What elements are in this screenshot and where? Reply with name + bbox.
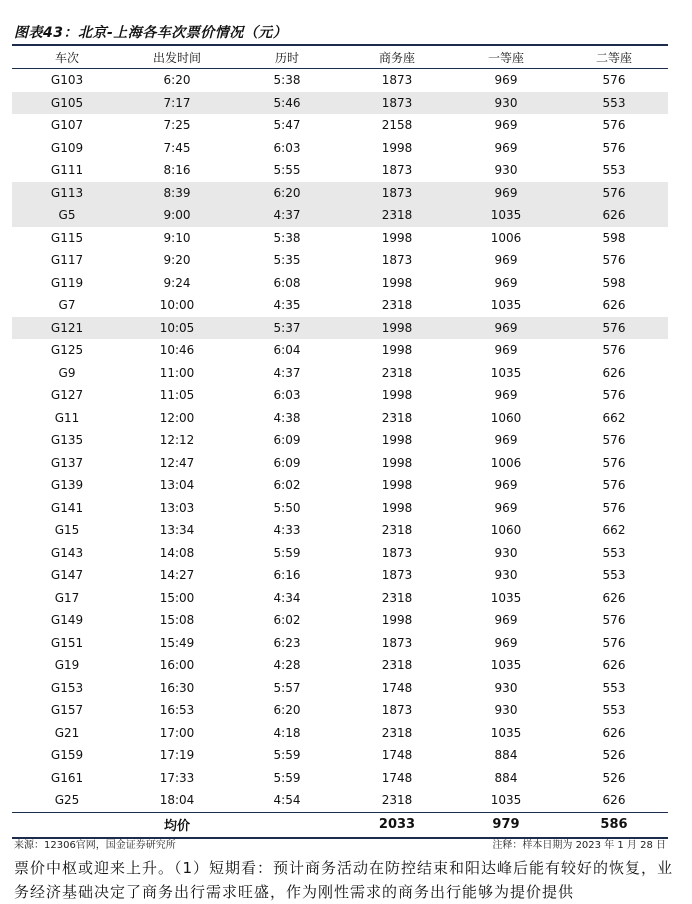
cell-duration: 4:34 xyxy=(273,590,301,605)
cell-business: 1873 xyxy=(381,545,413,560)
cell-depart: 17:00 xyxy=(159,725,195,740)
cell-duration: 5:57 xyxy=(273,680,301,695)
header-business: 商务座 xyxy=(342,46,452,69)
cell-second: 576 xyxy=(560,317,668,340)
cell-duration: 5:55 xyxy=(273,163,301,178)
cell-business: 1748 xyxy=(381,748,413,763)
cell-business: 1873 xyxy=(381,703,413,718)
cell-first: 969 xyxy=(494,275,518,290)
cell-depart: 7:25 xyxy=(163,118,191,133)
cell-duration: 5:38 xyxy=(273,230,301,245)
table-row xyxy=(12,474,668,497)
cell-depart: 16:00 xyxy=(159,658,195,673)
cell-depart: 16:53 xyxy=(159,703,195,718)
table-row xyxy=(12,452,668,475)
source-text: 来源：12306官网，国金证券研究所 xyxy=(14,840,176,851)
cell-first: 1035 xyxy=(452,204,560,227)
cell-train: G109 xyxy=(50,140,84,155)
average-label-spacer xyxy=(12,812,122,838)
cell-train: G149 xyxy=(50,613,84,628)
average-first: 979 xyxy=(452,812,560,838)
cell-duration: 6:16 xyxy=(273,568,301,583)
cell-second: 576 xyxy=(602,635,626,650)
cell-second: 553 xyxy=(602,163,626,178)
cell-business: 1998 xyxy=(381,343,413,358)
cell-train: G107 xyxy=(50,118,84,133)
cell-train: G103 xyxy=(50,73,84,88)
cell-business: 1748 xyxy=(381,680,413,695)
cell-duration: 5:35 xyxy=(273,253,301,268)
cell-second: 553 xyxy=(602,703,626,718)
cell-duration: 5:38 xyxy=(273,73,301,88)
cell-business: 1998 xyxy=(381,478,413,493)
table-row xyxy=(12,564,668,587)
cell-train: G143 xyxy=(50,545,84,560)
cell-business: 1998 xyxy=(381,140,413,155)
cell-first: 884 xyxy=(494,748,518,763)
cell-first: 969 xyxy=(494,635,518,650)
table-row xyxy=(12,339,668,362)
cell-second: 626 xyxy=(602,725,626,740)
header-depart: 出发时间 xyxy=(122,46,232,69)
cell-second: 576 xyxy=(602,433,626,448)
cell-duration: 6:09 xyxy=(273,455,301,470)
cell-duration: 6:03 xyxy=(273,388,301,403)
cell-depart: 8:39 xyxy=(122,182,232,205)
cell-second: 662 xyxy=(602,523,626,538)
cell-train: G125 xyxy=(50,343,84,358)
cell-second: 576 xyxy=(602,73,626,88)
cell-train: G15 xyxy=(54,523,80,538)
cell-train: G121 xyxy=(12,317,122,340)
cell-business: 1998 xyxy=(381,613,413,628)
cell-duration: 4:38 xyxy=(273,410,301,425)
cell-train: G157 xyxy=(50,703,84,718)
cell-depart: 7:45 xyxy=(163,140,191,155)
cell-first: 884 xyxy=(494,770,518,785)
cell-first: 969 xyxy=(494,343,518,358)
cell-duration: 5:47 xyxy=(273,118,301,133)
cell-second: 626 xyxy=(602,590,626,605)
cell-business: 1873 xyxy=(381,73,413,88)
cell-first: 969 xyxy=(494,73,518,88)
cell-train: G11 xyxy=(54,410,80,425)
cell-business: 1873 xyxy=(342,92,452,115)
cell-first: 969 xyxy=(494,140,518,155)
table-row xyxy=(12,362,668,385)
cell-first: 1035 xyxy=(490,365,522,380)
cell-train: G139 xyxy=(50,478,84,493)
cell-depart: 13:04 xyxy=(159,478,195,493)
cell-train: G19 xyxy=(54,658,80,673)
cell-first: 1035 xyxy=(490,725,522,740)
cell-duration: 6:23 xyxy=(273,635,301,650)
table-row xyxy=(12,699,668,722)
cell-train: G25 xyxy=(54,793,80,808)
table-row xyxy=(12,632,668,655)
cell-train: G153 xyxy=(50,680,84,695)
cell-depart: 17:19 xyxy=(159,748,195,763)
table-row xyxy=(12,114,668,137)
cell-second: 598 xyxy=(602,275,626,290)
cell-train: G21 xyxy=(54,725,80,740)
cell-second: 626 xyxy=(560,204,668,227)
cell-train: G151 xyxy=(50,635,84,650)
cell-business: 1873 xyxy=(342,182,452,205)
cell-depart: 13:03 xyxy=(159,500,195,515)
cell-duration: 6:02 xyxy=(273,478,301,493)
cell-business: 2318 xyxy=(381,365,413,380)
cell-train: G9 xyxy=(58,365,76,380)
cell-first: 969 xyxy=(494,433,518,448)
cell-first: 1060 xyxy=(490,410,522,425)
header-train: 车次 xyxy=(12,46,122,69)
cell-second: 576 xyxy=(602,500,626,515)
cell-first: 1006 xyxy=(490,455,522,470)
cell-duration: 4:54 xyxy=(273,793,301,808)
cell-first: 1035 xyxy=(490,590,522,605)
cell-train: G105 xyxy=(12,92,122,115)
cell-first: 930 xyxy=(494,680,518,695)
table-row xyxy=(12,384,668,407)
cell-business: 1748 xyxy=(381,770,413,785)
cell-duration: 6:03 xyxy=(273,140,301,155)
cell-business: 2318 xyxy=(381,523,413,538)
cell-duration: 6:08 xyxy=(273,275,301,290)
table-row xyxy=(12,92,668,115)
table-row xyxy=(12,722,668,745)
cell-depart: 14:08 xyxy=(159,545,195,560)
cell-depart: 10:00 xyxy=(159,298,195,313)
average-row xyxy=(12,812,668,838)
table-row xyxy=(12,317,668,340)
note-text: 注释：样本日期为 2023 年 1 月 28 日 xyxy=(492,840,666,851)
cell-depart: 16:30 xyxy=(159,680,195,695)
cell-duration: 5:59 xyxy=(273,770,301,785)
cell-train: G137 xyxy=(50,455,84,470)
cell-second: 576 xyxy=(602,118,626,133)
cell-second: 553 xyxy=(602,680,626,695)
table-row xyxy=(12,497,668,520)
table-row xyxy=(12,272,668,295)
cell-first: 969 xyxy=(494,500,518,515)
cell-second: 598 xyxy=(602,230,626,245)
cell-first: 1006 xyxy=(490,230,522,245)
cell-first: 930 xyxy=(452,92,560,115)
cell-business: 2318 xyxy=(381,590,413,605)
cell-duration: 4:28 xyxy=(273,658,301,673)
cell-second: 526 xyxy=(602,748,626,763)
cell-train: G117 xyxy=(50,253,84,268)
cell-business: 2318 xyxy=(381,298,413,313)
cell-train: G159 xyxy=(50,748,84,763)
cell-business: 2318 xyxy=(381,658,413,673)
cell-duration: 6:02 xyxy=(273,613,301,628)
cell-business: 2318 xyxy=(381,793,413,808)
cell-business: 1998 xyxy=(381,433,413,448)
cell-train: G111 xyxy=(50,163,84,178)
average-spacer xyxy=(232,812,342,838)
cell-duration: 6:09 xyxy=(273,433,301,448)
cell-second: 553 xyxy=(560,92,668,115)
cell-second: 576 xyxy=(602,613,626,628)
table-row xyxy=(12,744,668,767)
cell-duration: 5:59 xyxy=(273,545,301,560)
cell-first: 930 xyxy=(494,163,518,178)
cell-duration: 4:18 xyxy=(273,725,301,740)
cell-depart: 15:00 xyxy=(159,590,195,605)
cell-first: 969 xyxy=(494,253,518,268)
cell-train: G115 xyxy=(50,230,84,245)
average-business: 2033 xyxy=(342,812,452,838)
table-row xyxy=(12,429,668,452)
cell-first: 1035 xyxy=(490,793,522,808)
table-row xyxy=(12,69,668,92)
table-row xyxy=(12,294,668,317)
table-row xyxy=(12,204,668,227)
cell-business: 2318 xyxy=(342,204,452,227)
cell-business: 1998 xyxy=(381,275,413,290)
cell-first: 1035 xyxy=(490,298,522,313)
average-label: 均价 xyxy=(122,812,232,838)
cell-duration: 5:37 xyxy=(232,317,342,340)
cell-duration: 6:04 xyxy=(273,343,301,358)
cell-depart: 7:17 xyxy=(122,92,232,115)
cell-duration: 5:46 xyxy=(232,92,342,115)
cell-depart: 8:16 xyxy=(163,163,191,178)
table-row xyxy=(12,182,668,205)
cell-business: 1873 xyxy=(381,635,413,650)
table-row xyxy=(12,654,668,677)
cell-depart: 18:04 xyxy=(159,793,195,808)
cell-first: 1035 xyxy=(490,658,522,673)
figure-title: 图表43：北京-上海各车次票价情况（元） xyxy=(14,25,288,41)
cell-depart: 12:00 xyxy=(159,410,195,425)
table-row xyxy=(12,227,668,250)
cell-first: 930 xyxy=(494,545,518,560)
cell-depart: 9:24 xyxy=(163,275,191,290)
cell-train: G7 xyxy=(58,298,76,313)
cell-depart: 9:20 xyxy=(163,253,191,268)
cell-second: 662 xyxy=(602,410,626,425)
cell-second: 626 xyxy=(602,793,626,808)
cell-duration: 4:33 xyxy=(273,523,301,538)
table-row xyxy=(12,767,668,790)
cell-train: G147 xyxy=(50,568,84,583)
cell-depart: 10:46 xyxy=(159,343,195,358)
cell-depart: 13:34 xyxy=(159,523,195,538)
cell-business: 1998 xyxy=(381,388,413,403)
header-first: 一等座 xyxy=(452,46,560,69)
table-row xyxy=(12,159,668,182)
cell-first: 969 xyxy=(494,478,518,493)
cell-duration: 4:35 xyxy=(273,298,301,313)
table-row xyxy=(12,542,668,565)
cell-first: 969 xyxy=(452,182,560,205)
cell-second: 626 xyxy=(602,658,626,673)
cell-second: 576 xyxy=(602,455,626,470)
cell-business: 1873 xyxy=(381,253,413,268)
cell-train: G5 xyxy=(12,204,122,227)
cell-duration: 5:59 xyxy=(273,748,301,763)
cell-first: 930 xyxy=(494,703,518,718)
table-row xyxy=(12,677,668,700)
cell-train: G135 xyxy=(50,433,84,448)
cell-second: 576 xyxy=(602,253,626,268)
cell-depart: 11:05 xyxy=(159,388,195,403)
cell-duration: 4:37 xyxy=(273,365,301,380)
table-row xyxy=(12,137,668,160)
cell-first: 969 xyxy=(494,613,518,628)
cell-train: G113 xyxy=(12,182,122,205)
cell-depart: 12:47 xyxy=(159,455,195,470)
cell-business: 2318 xyxy=(381,725,413,740)
cell-depart: 12:12 xyxy=(159,433,195,448)
header-duration: 历时 xyxy=(232,46,342,69)
cell-second: 576 xyxy=(602,388,626,403)
cell-second: 553 xyxy=(602,545,626,560)
cell-second: 553 xyxy=(602,568,626,583)
cell-duration: 6:20 xyxy=(232,182,342,205)
cell-train: G17 xyxy=(54,590,80,605)
cell-duration: 5:50 xyxy=(273,500,301,515)
cell-second: 576 xyxy=(560,182,668,205)
cell-first: 969 xyxy=(494,388,518,403)
fare-table xyxy=(12,46,668,839)
cell-business: 2158 xyxy=(381,118,413,133)
table-row xyxy=(12,789,668,812)
cell-depart: 11:00 xyxy=(159,365,195,380)
cell-depart: 15:08 xyxy=(159,613,195,628)
table-row xyxy=(12,609,668,632)
cell-business: 1998 xyxy=(381,455,413,470)
body-paragraph: 票价中枢或迎来上升。（1）短期看：预计商务活动在防控结束和阳达峰后能有较好的恢复，业务经济基础决定了商务出行需求旺盛，作为刚性需求的商务出行能够为提价提供 xyxy=(14,859,674,901)
cell-depart: 15:49 xyxy=(159,635,195,650)
cell-first: 1060 xyxy=(490,523,522,538)
cell-depart: 9:10 xyxy=(163,230,191,245)
cell-depart: 17:33 xyxy=(159,770,195,785)
cell-business: 1873 xyxy=(381,568,413,583)
average-second: 586 xyxy=(560,812,668,838)
header-second: 二等座 xyxy=(560,46,668,69)
cell-duration: 6:20 xyxy=(273,703,301,718)
cell-depart: 6:20 xyxy=(163,73,191,88)
table-row xyxy=(12,587,668,610)
cell-train: G119 xyxy=(50,275,84,290)
cell-business: 2318 xyxy=(381,410,413,425)
cell-first: 969 xyxy=(494,118,518,133)
cell-duration: 4:37 xyxy=(232,204,342,227)
cell-second: 526 xyxy=(602,770,626,785)
table-row xyxy=(12,249,668,272)
cell-first: 930 xyxy=(494,568,518,583)
cell-business: 1873 xyxy=(381,163,413,178)
cell-second: 576 xyxy=(602,478,626,493)
cell-second: 626 xyxy=(602,365,626,380)
cell-second: 576 xyxy=(602,343,626,358)
table-row xyxy=(12,519,668,542)
cell-depart: 10:05 xyxy=(122,317,232,340)
cell-depart: 9:00 xyxy=(122,204,232,227)
cell-first: 969 xyxy=(452,317,560,340)
cell-train: G161 xyxy=(50,770,84,785)
cell-train: G141 xyxy=(50,500,84,515)
cell-train: G127 xyxy=(50,388,84,403)
cell-business: 1998 xyxy=(342,317,452,340)
table-body xyxy=(12,69,668,813)
table-row xyxy=(12,407,668,430)
cell-business: 1998 xyxy=(381,500,413,515)
cell-business: 1998 xyxy=(381,230,413,245)
table-header-row xyxy=(12,46,668,69)
cell-depart: 14:27 xyxy=(159,568,195,583)
cell-second: 626 xyxy=(602,298,626,313)
cell-second: 576 xyxy=(602,140,626,155)
